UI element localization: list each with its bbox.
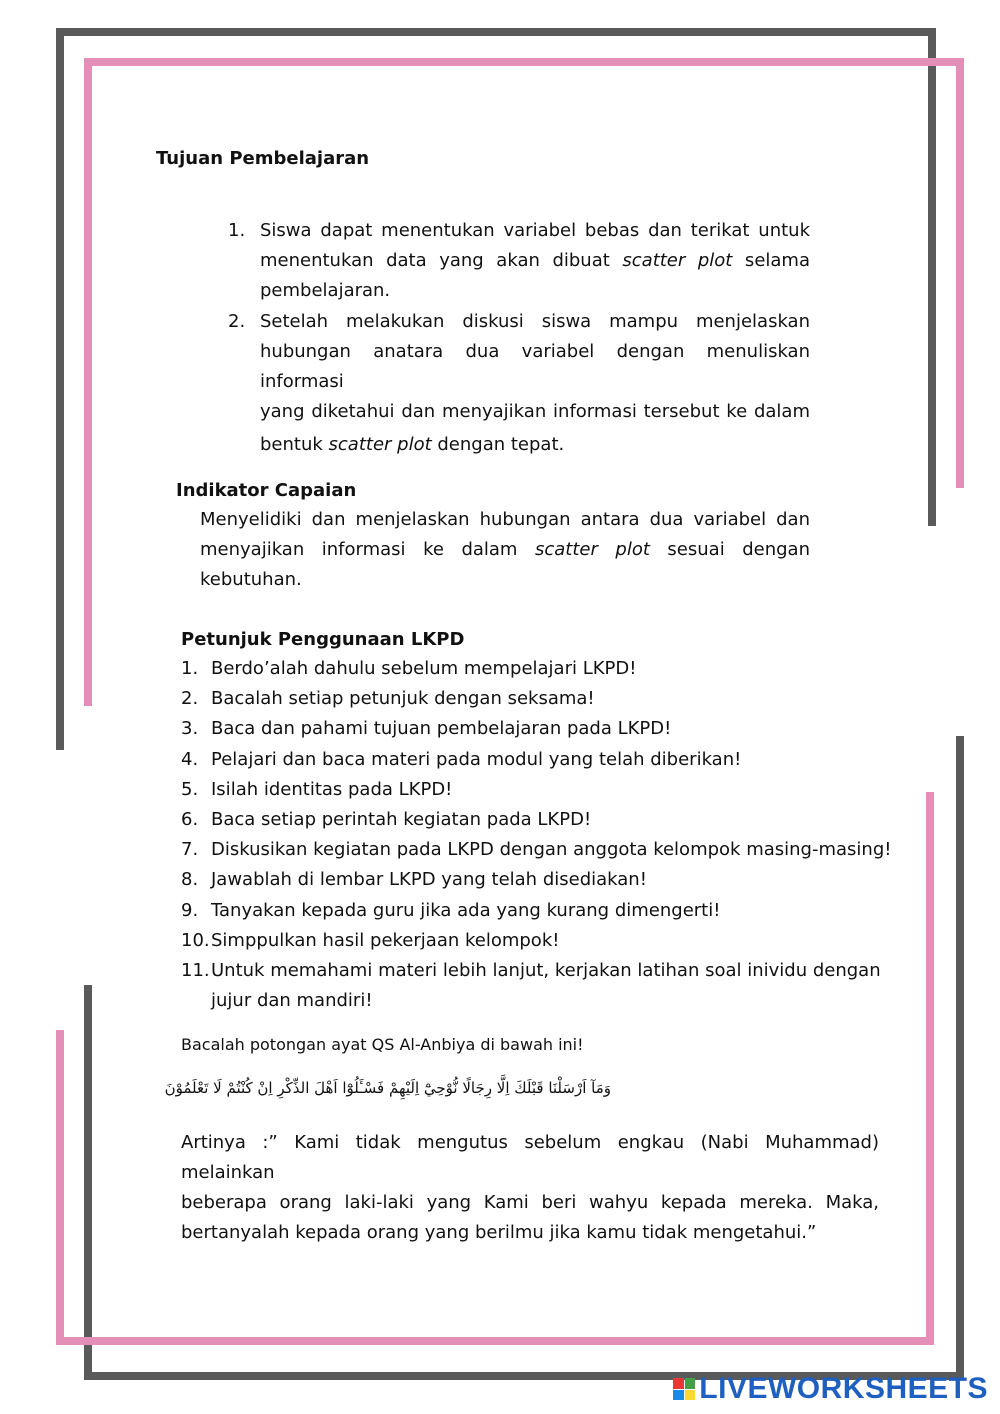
list-item (181, 896, 901, 926)
step-text-continuation: jujur dan mandiri! (211, 990, 373, 1012)
step-number: 4. (181, 748, 199, 770)
objective-line: hubungan anatara dua variabel dengan menuliskan informasi (260, 341, 810, 392)
list-item (181, 775, 901, 805)
frame-pink-right-lower (926, 792, 934, 1345)
frame-pink-bottom (56, 1337, 934, 1345)
objective-line: yang diketahui dan menyajikan informasi tersebut ke dalam (260, 401, 810, 422)
step-text: Baca setiap perintah kegiatan pada LKPD! (211, 809, 592, 831)
frame-pink-left-lower (56, 1030, 64, 1345)
frame-gray-left-lower (84, 985, 92, 1380)
list-item (181, 926, 901, 956)
step-text: Berdo’alah dahulu sebelum mempelajari LKPD! (211, 658, 637, 679)
step-number: 3. (181, 718, 199, 740)
indikator-line: kebutuhan. (200, 569, 302, 590)
list-item (181, 835, 901, 865)
step-text: Tanyakan kepada guru jika ada yang kurang dimengerti! (211, 899, 721, 921)
petunjuk-heading: Petunjuk Penggunaan LKPD (181, 629, 465, 650)
meaning-line: beberapa orang laki-laki yang Kami beri wahyu kepada mereka. Maka, (181, 1192, 879, 1213)
frame-pink-top (84, 58, 964, 66)
indikator-line: menyajikan informasi ke dalam scatter plot sesuai dengan (200, 539, 810, 560)
list-item (181, 745, 901, 775)
step-number: 11. (181, 960, 210, 982)
list-item (181, 654, 901, 684)
objective-number: 2. (228, 311, 246, 332)
objective-line: bentuk scatter plot dengan tepat. (260, 434, 565, 455)
objective-line: Siswa dapat menentukan variabel bebas dan terikat untuk (260, 220, 810, 241)
quran-intro: Bacalah potongan ayat QS Al-Anbiya di bawah ini! (181, 1035, 584, 1054)
step-number: 10. (181, 929, 210, 951)
step-number: 9. (181, 899, 199, 921)
liveworksheets-logo-icon (673, 1378, 695, 1400)
step-number: 5. (181, 778, 199, 800)
tujuan-heading: Tujuan Pembelajaran (156, 148, 370, 169)
frame-gray-right-upper (928, 28, 936, 526)
indikator-paragraph (200, 505, 810, 595)
liveworksheets-logo (673, 1372, 988, 1406)
step-number: 2. (181, 688, 199, 710)
quran-meaning (181, 1128, 879, 1248)
step-number: 8. (181, 869, 199, 891)
step-text: Jawablah di lembar LKPD yang telah disediakan! (211, 869, 647, 891)
step-text: Baca dan pahami tujuan pembelajaran pada LKPD! (211, 718, 672, 740)
step-number: 1. (181, 658, 199, 679)
meaning-line: Artinya :” Kami tidak mengutus sebelum engkau (Nabi Muhammad) melainkan (181, 1132, 879, 1183)
liveworksheets-wordmark: LIVEWORKSHEETS (699, 1372, 988, 1405)
objective-item (228, 216, 810, 306)
indikator-heading: Indikator Capaian (176, 480, 357, 501)
frame-gray-top (56, 28, 936, 36)
objective-line: pembelajaran. (260, 280, 391, 301)
frame-pink-right-upper (956, 58, 964, 488)
objective-line: menentukan data yang akan dibuat scatter plot selama (260, 250, 810, 271)
arabic-verse: وَمَآ اَرْسَلْنَا قَبْلَكَ اِلَّا رِجَالًا نُّوْحِيْٓ اِلَيْهِمْ فَسْـَٔلُوْٓا اَهْلَ الذِّكْرِ اِنْ كُنْتُمْ لَا تَعْلَمُوْنَ (164, 1079, 611, 1097)
meaning-line: bertanyalah kepada orang yang berilmu jika kamu tidak mengetahui.” (181, 1222, 817, 1243)
indikator-line: Menyelidiki dan menjelaskan hubungan antara dua variabel dan (200, 509, 810, 530)
step-text: Simppulkan hasil pekerjaan kelompok! (211, 929, 560, 951)
step-text: Diskusikan kegiatan pada LKPD dengan anggota kelompok masing-masing! (211, 839, 892, 861)
objective-item (228, 307, 810, 460)
step-number: 6. (181, 809, 199, 831)
list-item (181, 684, 901, 714)
list-item (181, 714, 901, 744)
objective-line: Setelah melakukan diskusi siswa mampu menjelaskan (260, 311, 810, 332)
list-item (181, 956, 901, 1016)
frame-gray-left-upper (56, 28, 64, 750)
objective-number: 1. (228, 220, 246, 241)
step-text: Isilah identitas pada LKPD! (211, 778, 453, 800)
list-item (181, 805, 901, 835)
step-number: 7. (181, 839, 199, 861)
step-text: Pelajari dan baca materi pada modul yang telah diberikan! (211, 748, 742, 770)
step-text: Untuk memahami materi lebih lanjut, kerjakan latihan soal inividu dengan (211, 960, 881, 982)
list-item (181, 865, 901, 895)
petunjuk-list (181, 654, 901, 1016)
frame-pink-left-upper (84, 58, 92, 706)
step-text: Bacalah setiap petunjuk dengan seksama! (211, 688, 595, 710)
frame-gray-right-lower (956, 736, 964, 1380)
